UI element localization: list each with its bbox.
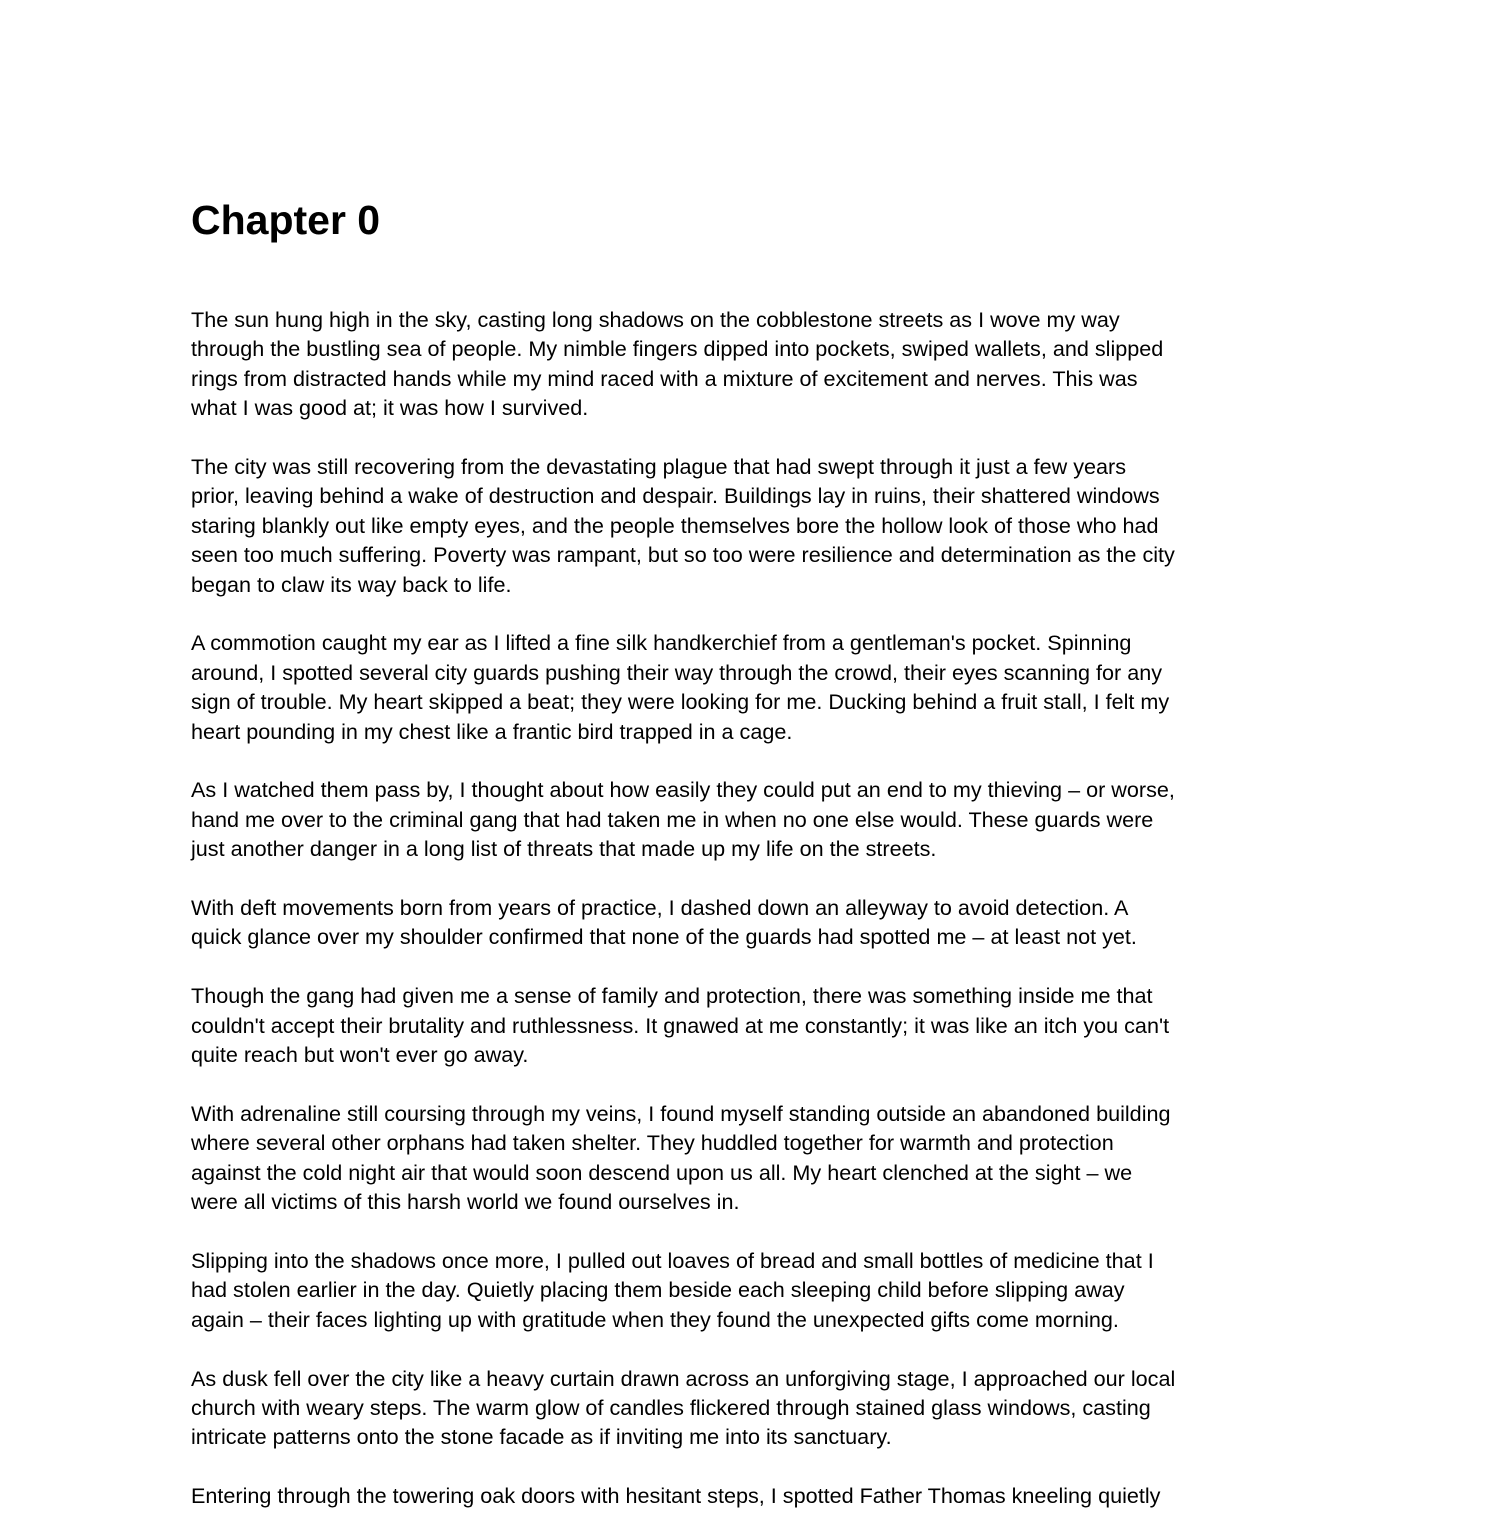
- text-line: had stolen earlier in the day. Quietly placing them beside each sleeping child before slipping away: [191, 1277, 1125, 1303]
- text-line: quick glance over my shoulder confirmed that none of the guards had spotted me – at least not yet.: [191, 924, 1137, 950]
- text-line: around, I spotted several city guards pushing their way through the crowd, their eyes scanning for any: [191, 659, 1163, 685]
- paragraph: [191, 981, 1391, 1069]
- paragraph: [191, 452, 1391, 599]
- text-line: The sun hung high in the sky, casting long shadows on the cobblestone streets as I wove my way: [191, 307, 1120, 332]
- text-line: what I was good at; it was how I survived.: [191, 395, 589, 421]
- text-line: As I watched them pass by, I thought about how easily they could put an end to my thieving – or worse,: [191, 777, 1175, 803]
- text-line: staring blankly out like empty eyes, and the people themselves bore the hollow look of those who had: [191, 512, 1159, 538]
- text-line: seen too much suffering. Poverty was rampant, but so too were resilience and determination as the city: [191, 542, 1175, 568]
- text-line: hand me over to the criminal gang that had taken me in when no one else would. These guards were: [191, 806, 1154, 832]
- text-line: prior, leaving behind a wake of destruction and despair. Buildings lay in ruins, their shattered windows: [191, 483, 1160, 509]
- paragraph: [191, 305, 1391, 423]
- paragraph: [191, 775, 1391, 863]
- text-line: With deft movements born from years of practice, I dashed down an alleyway to avoid detection. A: [191, 895, 1129, 921]
- paragraph: [191, 893, 1391, 952]
- text-line: began to claw its way back to life.: [191, 571, 512, 597]
- text-line: just another danger in a long list of threats that made up my life on the streets.: [191, 836, 937, 862]
- text-line: through the bustling sea of people. My nimble fingers dipped into pockets, swiped wallets, and slipped: [191, 336, 1164, 362]
- text-line: Entering through the towering oak doors with hesitant steps, I spotted Father Thomas kneeling quietly: [191, 1483, 1161, 1509]
- paragraph: [191, 1099, 1391, 1217]
- text-line: quite reach but won't ever go away.: [191, 1042, 529, 1068]
- paragraph: [191, 1246, 1391, 1334]
- text-line: The city was still recovering from the devastating plague that had swept through it just a few years: [191, 454, 1127, 480]
- text-line: A commotion caught my ear as I lifted a fine silk handkerchief from a gentleman's pocket. Spinning: [191, 630, 1132, 656]
- text-line: were all victims of this harsh world we found ourselves in.: [191, 1189, 740, 1215]
- paragraph: [191, 1481, 1391, 1510]
- text-line: Though the gang had given me a sense of family and protection, there was something inside me that: [191, 983, 1153, 1009]
- text-line: rings from distracted hands while my mind raced with a mixture of excitement and nerves. This was: [191, 365, 1138, 391]
- paragraph: [191, 628, 1391, 746]
- paragraph: [191, 1364, 1391, 1452]
- chapter-title: Chapter 0: [191, 197, 381, 243]
- text-line: heart pounding in my chest like a frantic bird trapped in a cage.: [191, 718, 793, 744]
- text-line: intricate patterns onto the stone facade as if inviting me into its sanctuary.: [191, 1424, 892, 1450]
- text-line: again – their faces lighting up with gratitude when they found the unexpected gifts come morning.: [191, 1306, 1119, 1332]
- text-line: Slipping into the shadows once more, I pulled out loaves of bread and small bottles of medicine that I: [191, 1247, 1154, 1273]
- text-line: sign of trouble. My heart skipped a beat; they were looking for me. Ducking behind a fruit stall, I felt my: [191, 689, 1170, 715]
- chapter-body: [191, 305, 1391, 1540]
- text-line: where several other orphans had taken shelter. They huddled together for warmth and protection: [191, 1130, 1114, 1156]
- text-line: As dusk fell over the city like a heavy curtain drawn across an unforgiving stage, I approached our local: [191, 1365, 1176, 1391]
- text-line: against the cold night air that would soon descend upon us all. My heart clenched at the sight – we: [191, 1159, 1133, 1185]
- text-line: With adrenaline still coursing through my veins, I found myself standing outside an abandoned building: [191, 1100, 1171, 1126]
- text-line: couldn't accept their brutality and ruthlessness. It gnawed at me constantly; it was like an itch you can't: [191, 1012, 1170, 1038]
- text-line: church with weary steps. The warm glow of candles flickered through stained glass windows, casting: [191, 1394, 1151, 1420]
